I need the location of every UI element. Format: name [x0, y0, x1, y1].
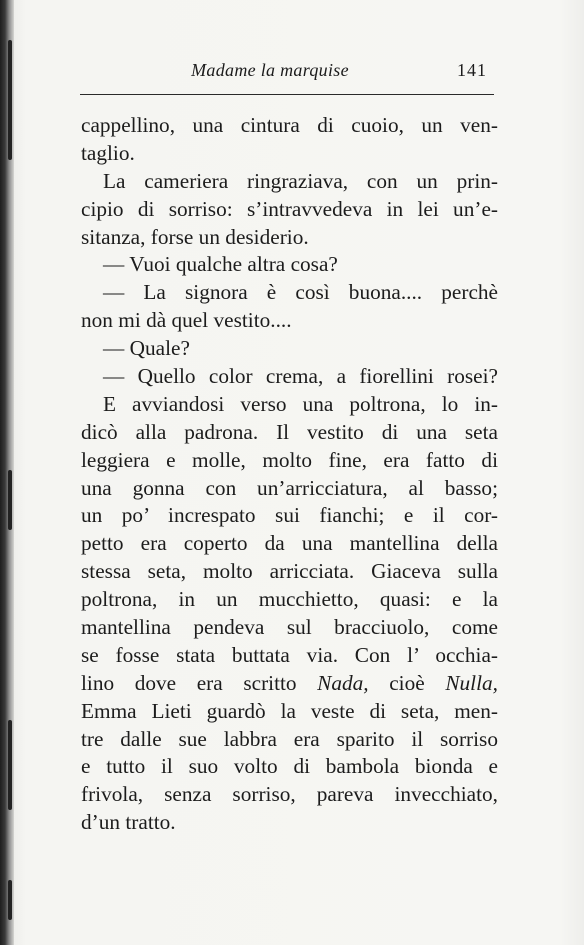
text-line: — Quale?	[103, 336, 190, 361]
text-line: La cameriera ringraziava, con un prin-	[103, 168, 498, 193]
text-line: cappellino, una cintura di cuoio, un ven-	[81, 113, 498, 137]
text-line: cipio di sorriso: s’intravvedeva in lei un’e-	[81, 196, 498, 221]
text-line: sitanza, forse un desiderio.	[81, 224, 309, 249]
text-line: stessa seta, molto arricciata. Giaceva sulla	[81, 559, 498, 584]
header-rule	[80, 94, 494, 95]
text-line: E avviandosi verso una poltrona, lo in-	[103, 391, 498, 416]
spine-shadow-mark	[8, 470, 12, 530]
text-line: una gonna con un’arricciatura, al basso;	[81, 475, 498, 500]
spine-shadow-mark	[8, 720, 12, 810]
text-line: leggiera e molle, molto fine, era fatto di	[81, 447, 498, 472]
text-line: un po’ increspato sui fianchi; e il cor-	[81, 503, 498, 528]
page-header	[80, 60, 495, 86]
text-line: taglio.	[81, 140, 135, 165]
text-line: non mi dà quel vestito....	[81, 308, 292, 333]
text-line: dicò alla padrona. Il vestito di una seta	[81, 419, 498, 444]
text-line: mantellina pendeva sul bracciuolo, come	[81, 615, 498, 640]
text-line: poltrona, in un mucchietto, quasi: e la	[81, 587, 498, 612]
page-number: 141	[457, 60, 487, 80]
body-text	[81, 112, 498, 837]
text-line: se fosse stata buttata via. Con l’ occhia-	[81, 642, 498, 667]
text-line: tre dalle sue labbra era sparito il sorriso	[81, 726, 498, 751]
text-line: — Quello color crema, a fiorellini rosei?	[103, 364, 498, 389]
text-line: petto era coperto da una mantellina della	[81, 531, 498, 556]
text-line: lino dove era scritto Nada, cioè Nulla,	[81, 670, 498, 695]
spine-shadow-mark	[8, 40, 12, 160]
running-title: Madame la marquise	[191, 60, 349, 80]
text-line: — La signora è così buona.... perchè	[103, 280, 498, 305]
text-line: frivola, senza sorriso, pareva invecchiato,	[81, 782, 498, 807]
italic-word: Nada,	[317, 670, 369, 695]
italic-word: Nulla,	[445, 670, 498, 695]
text-line: — Vuoi qualche altra cosa?	[103, 252, 338, 277]
text-line: d’un tratto.	[81, 810, 176, 835]
text-line: e tutto il suo volto di bambola bionda e	[81, 754, 498, 779]
spine-shadow-mark	[8, 880, 12, 920]
text-line: Emma Lieti guardò la veste di seta, men-	[81, 698, 498, 723]
